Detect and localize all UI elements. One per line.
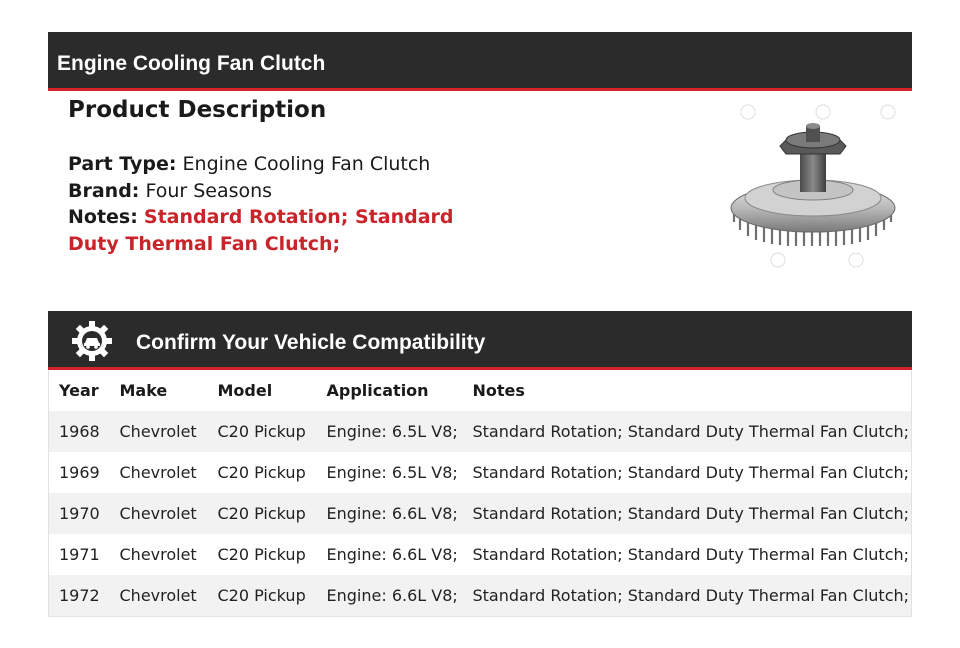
cell-make: Chevrolet: [110, 575, 208, 616]
table-row: [49, 493, 912, 534]
table-row: [49, 452, 912, 493]
part-type-value: Engine Cooling Fan Clutch: [182, 153, 431, 175]
table-header-row: [49, 370, 912, 411]
table-row: [49, 575, 912, 616]
cell-model: C20 Pickup: [208, 575, 317, 616]
cell-year: 1970: [49, 493, 110, 534]
cell-make: Chevrolet: [119, 545, 197, 564]
notes-value: Standard Rotation; Standard Duty Thermal Fan Clutch;: [68, 206, 454, 255]
table-row: [49, 534, 912, 575]
page-title: Engine Cooling Fan Clutch: [57, 52, 326, 75]
description-details: [68, 151, 488, 257]
column-header-year: Year: [59, 381, 99, 400]
column-header-make: Make: [119, 381, 168, 400]
cell-application: Engine: 6.6L V8;: [317, 575, 463, 616]
brand-label: Brand:: [68, 179, 140, 202]
brand-value: Four Seasons: [145, 179, 273, 202]
compatibility-title: Confirm Your Vehicle Compatibility: [136, 331, 486, 354]
part-type-label: Part Type:: [68, 153, 177, 175]
brand-line: [68, 178, 488, 205]
cell-make: Chevrolet: [110, 411, 208, 452]
cell-model: C20 Pickup: [217, 545, 306, 564]
cell-model: C20 Pickup: [217, 463, 306, 482]
compatibility-banner: [48, 311, 912, 370]
cell-application: Engine: 6.5L V8;: [317, 411, 463, 452]
cell-notes: Standard Rotation; Standard Duty Thermal Fan Clutch;: [472, 463, 910, 482]
cell-notes: Standard Rotation; Standard Duty Thermal Fan Clutch;: [472, 545, 910, 564]
cell-notes: Standard Rotation; Standard Duty Thermal Fan Clutch;: [463, 575, 912, 616]
cell-make: Chevrolet: [119, 463, 197, 482]
cell-notes: Standard Rotation; Standard Duty Thermal Fan Clutch;: [463, 493, 912, 534]
cell-year: 1969: [59, 463, 100, 482]
column-header-notes: Notes: [472, 381, 525, 400]
cell-make: Chevrolet: [110, 493, 208, 534]
column-header-application: Application: [326, 381, 429, 400]
cell-model: C20 Pickup: [208, 493, 317, 534]
cell-notes: Standard Rotation; Standard Duty Thermal Fan Clutch;: [463, 411, 912, 452]
notes-line: [68, 204, 488, 257]
cell-application: Engine: 6.6L V8;: [326, 545, 458, 564]
compatibility-table: [48, 370, 912, 617]
cell-year: 1971: [59, 545, 100, 564]
cell-application: Engine: 6.5L V8;: [326, 463, 458, 482]
cell-model: C20 Pickup: [208, 411, 317, 452]
notes-label: Notes:: [68, 206, 138, 228]
table-row: [49, 411, 912, 452]
fan-clutch-image: [728, 100, 906, 270]
gear-car-icon: [70, 319, 114, 363]
cell-application: Engine: 6.6L V8;: [317, 493, 463, 534]
part-type-line: [68, 151, 488, 178]
cell-year: 1972: [49, 575, 110, 616]
description-heading: Product Description: [68, 97, 327, 123]
cell-year: 1968: [49, 411, 110, 452]
title-banner: [48, 32, 912, 91]
column-header-model: Model: [217, 381, 273, 400]
